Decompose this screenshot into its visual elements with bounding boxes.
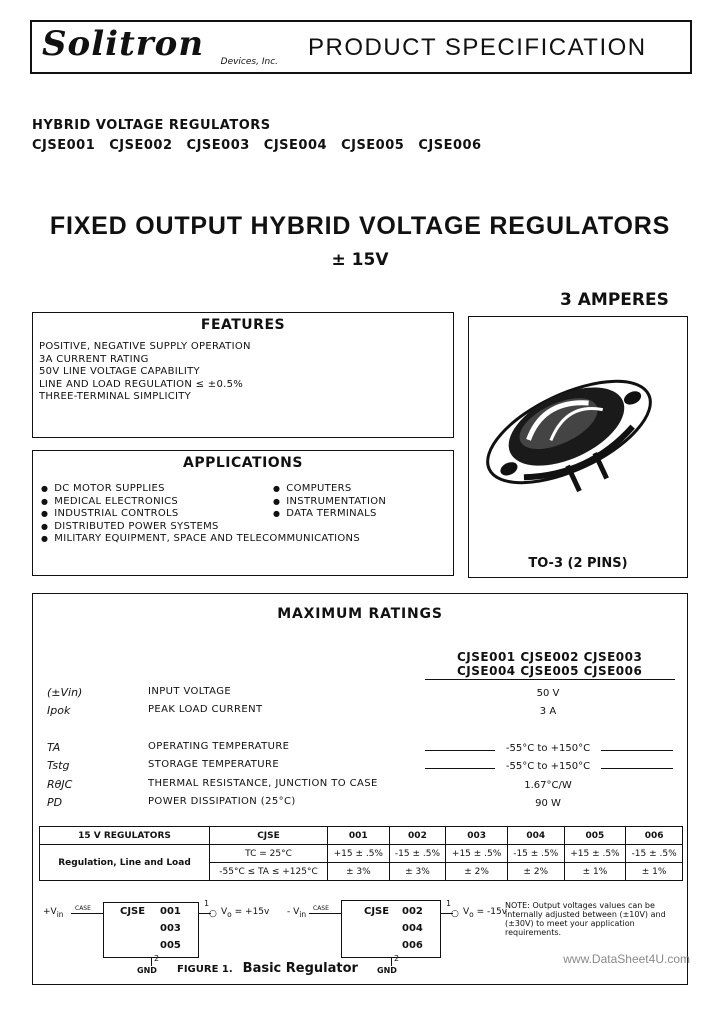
part-number: CJSE002 <box>109 138 173 153</box>
rating-value: 1.67°C/W <box>524 780 572 791</box>
table-cell: ± 2% <box>507 863 564 881</box>
left-vin-label <box>43 907 64 919</box>
right-part: 004 <box>402 923 423 934</box>
ratings-column-header: CJSE001 CJSE002 CJSE003 <box>457 650 643 664</box>
table-header-cell: 006 <box>626 827 683 845</box>
right-case-label: CASE <box>313 905 329 912</box>
application-item: ● COMPUTERS <box>273 483 386 496</box>
feature-item: LINE AND LOAD REGULATION ≤ ±0.5% <box>39 378 244 390</box>
application-item: ● DC MOTOR SUPPLIES <box>41 483 360 496</box>
package-image-box <box>468 316 688 578</box>
applications-right-list <box>273 483 386 521</box>
rating-desc: STORAGE TEMPERATURE <box>148 759 280 770</box>
right-regulator-block <box>341 900 441 958</box>
left-part: 001 <box>160 906 181 917</box>
table-cell: -15 ± .5% <box>507 845 564 863</box>
right-vout-text: V <box>463 907 470 917</box>
voltage-rating: ± 15V <box>331 250 389 270</box>
features-title: FEATURES <box>200 317 286 333</box>
feature-item: THREE-TERMINAL SIMPLICITY <box>39 391 192 402</box>
left-gnd-label: GND <box>137 966 157 975</box>
header-underline <box>425 679 675 680</box>
table-header-cell: 001 <box>328 827 390 845</box>
rating-symbol: PD <box>47 796 63 809</box>
rating-value: -55°C to +150°C <box>505 743 591 754</box>
table-cell: -15 ± .5% <box>626 845 683 863</box>
ratings-title: MAXIMUM RATINGS <box>277 606 443 622</box>
rating-symbol: (±Vin) <box>47 686 83 699</box>
watermark: www.DataSheet4U.com <box>563 952 690 966</box>
table-header-cell: 004 <box>507 827 564 845</box>
figure-label: FIGURE 1. <box>177 964 233 975</box>
figure-caption <box>177 961 358 976</box>
left-vin-sub: in <box>56 909 64 919</box>
left-case-label: CASE <box>75 905 91 912</box>
feature-item: POSITIVE, NEGATIVE SUPPLY OPERATION <box>39 341 251 352</box>
right-part: 002 <box>402 906 423 917</box>
application-item: ● DISTRIBUTED POWER SYSTEMS <box>41 521 360 534</box>
table-header-cell: 002 <box>389 827 446 845</box>
table-cell: +15 ± .5% <box>446 845 508 863</box>
right-part: 006 <box>402 940 423 951</box>
rating-value: -55°C to +150°C <box>505 761 591 772</box>
table-cell: ± 1% <box>626 863 683 881</box>
left-vout-sub: o <box>227 909 232 919</box>
table-cell: ± 3% <box>389 863 446 881</box>
rating-value: 50 V <box>536 688 560 699</box>
right-input-wire <box>309 913 341 914</box>
table-cell: ± 1% <box>564 863 626 881</box>
left-chip-label: CJSE <box>120 906 146 917</box>
left-part: 003 <box>160 923 181 934</box>
table-cell: -15 ± .5% <box>389 845 446 863</box>
right-gnd-label: GND <box>377 966 397 975</box>
rating-symbol: Ipok <box>47 704 71 717</box>
right-vout-sub: o <box>469 909 474 919</box>
table-row <box>40 845 683 863</box>
right-pin-2: 2 <box>394 954 400 963</box>
right-vin-text: - V <box>287 907 300 917</box>
rating-desc: POWER DISSIPATION (25°C) <box>148 796 296 807</box>
table-cell: +15 ± .5% <box>328 845 390 863</box>
table-header-cell: 005 <box>564 827 626 845</box>
right-vout-label <box>463 907 507 919</box>
left-input-wire <box>71 913 103 914</box>
applications-title: APPLICATIONS <box>183 455 303 471</box>
right-pin-1: 1 <box>446 899 452 908</box>
left-pin-1: 1 <box>204 899 210 908</box>
right-vout-value: = -15v <box>476 907 508 917</box>
applications-box <box>32 450 454 576</box>
rating-desc: INPUT VOLTAGE <box>148 686 232 697</box>
figure-title: Basic Regulator <box>242 961 358 976</box>
rating-desc: OPERATING TEMPERATURE <box>148 741 290 752</box>
part-number: CJSE004 <box>263 138 328 153</box>
note-text: NOTE: Output voltages values can be internally adjusted between (±10V) and (±30V) to meet your application requirements. <box>505 901 666 937</box>
current-rating: 3 AMPERES <box>560 290 669 310</box>
part-number: CJSE005 <box>341 138 405 153</box>
right-gnd-wire <box>391 958 392 966</box>
package-label: TO-3 (2 PINS) <box>528 556 628 571</box>
features-box <box>32 312 454 438</box>
table-row-label: Regulation, Line and Load <box>40 845 210 881</box>
product-spec-title: PRODUCT SPECIFICATION <box>308 34 647 61</box>
left-vout-label <box>221 907 269 919</box>
right-vin-sub: in <box>299 909 307 919</box>
rating-desc: PEAK LOAD CURRENT <box>148 704 263 715</box>
regulation-table <box>39 826 683 881</box>
table-cell: TC = 25°C <box>210 845 328 863</box>
right-vin-label <box>287 907 306 919</box>
rating-symbol: Tstg <box>47 759 70 772</box>
rating-desc: THERMAL RESISTANCE, JUNCTION TO CASE <box>148 778 378 789</box>
leader-line <box>601 768 673 769</box>
application-item: ● DATA TERMINALS <box>273 508 386 521</box>
leader-line <box>601 750 673 751</box>
rating-symbol: RθJC <box>47 778 73 791</box>
table-cell: ± 3% <box>328 863 390 881</box>
series-title: HYBRID VOLTAGE REGULATORS <box>32 118 271 133</box>
right-output-terminal: ○ <box>451 909 459 919</box>
table-header-cell: 15 V REGULATORS <box>40 827 210 845</box>
logo-text: Solitron <box>42 24 205 64</box>
main-title: FIXED OUTPUT HYBRID VOLTAGE REGULATORS <box>49 212 671 240</box>
left-part: 005 <box>160 940 181 951</box>
rating-value: 90 W <box>535 798 561 809</box>
to3-package-illustration <box>469 317 687 547</box>
rating-symbol: TA <box>47 741 61 754</box>
part-number: CJSE003 <box>186 138 250 153</box>
part-number: CJSE001 <box>32 138 96 153</box>
left-output-terminal: ○ <box>209 909 217 919</box>
table-header-row <box>40 827 683 845</box>
left-regulator-block <box>103 902 199 958</box>
application-item: ● INSTRUMENTATION <box>273 496 386 509</box>
solitron-logo <box>42 26 292 70</box>
left-vout-text: V <box>221 907 228 917</box>
feature-item: 3A CURRENT RATING <box>39 353 149 365</box>
table-cell: -55°C ≤ TA ≤ +125°C <box>210 863 328 881</box>
left-vout-value: = +15v <box>234 907 270 917</box>
rating-value: 3 A <box>539 706 557 717</box>
part-number-list <box>32 138 482 153</box>
feature-item: 50V LINE VOLTAGE CAPABILITY <box>39 366 200 377</box>
table-cell: ± 2% <box>446 863 508 881</box>
ratings-column-header: CJSE004 CJSE005 CJSE006 <box>457 664 643 678</box>
application-item: ● MILITARY EQUIPMENT, SPACE AND TELECOMMUNICATIONS <box>41 533 360 546</box>
application-item: ● INDUSTRIAL CONTROLS <box>41 508 360 521</box>
table-header-cell: 003 <box>446 827 508 845</box>
left-vin-text: +V <box>43 907 57 917</box>
right-chip-label: CJSE <box>364 906 390 917</box>
left-gnd-wire <box>151 958 152 966</box>
features-list <box>39 341 453 404</box>
maximum-ratings-box <box>32 593 688 985</box>
table-cell: +15 ± .5% <box>564 845 626 863</box>
table-header-cell: CJSE <box>210 827 328 845</box>
part-number: CJSE006 <box>418 138 482 153</box>
application-item: ● MEDICAL ELECTRONICS <box>41 496 360 509</box>
left-pin-2: 2 <box>154 954 160 963</box>
logo-subtitle: Devices, Inc. <box>220 57 278 67</box>
